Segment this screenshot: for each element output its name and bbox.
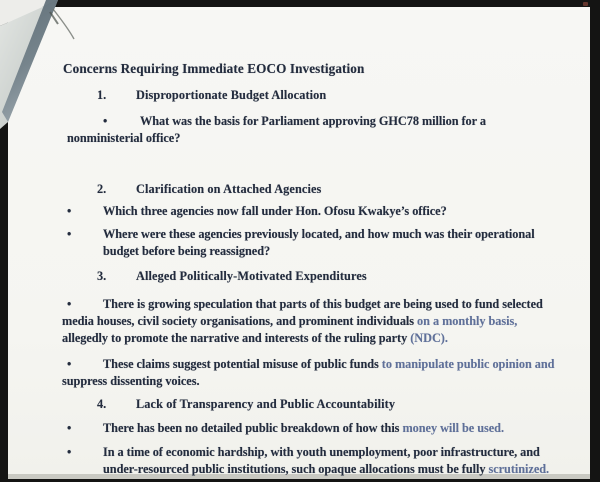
text-run <box>103 204 447 219</box>
text-segment: suppress dissenting voices. <box>62 374 200 388</box>
text-segment: Which three agencies now fall under Hon. Ofosu Kwakye’s office? <box>103 204 447 218</box>
text-segment: budget before being reassigned? <box>103 244 271 258</box>
number-label: 1. <box>97 88 107 102</box>
text-run <box>136 269 367 284</box>
faded-text-segment: money will be used. <box>402 421 504 435</box>
bullet-1a-cont <box>0 131 600 149</box>
text-run <box>67 131 180 146</box>
bullet-3b-cont <box>0 374 600 392</box>
bullet-3a-cont1 <box>0 314 600 332</box>
bullet-2b <box>0 227 600 245</box>
bullet-icon: • <box>67 204 72 218</box>
text-segment: What was the basis for Parliament approving GHC78 million for a <box>140 114 486 128</box>
bullet-3b <box>0 357 600 375</box>
bullet-2b-cont <box>0 244 600 262</box>
text-run <box>136 88 326 103</box>
bullet-4b-cont <box>0 462 600 480</box>
number-label: 3. <box>97 269 107 283</box>
heading-4 <box>0 397 600 415</box>
text-run <box>62 331 448 346</box>
number-label: 4. <box>97 397 107 411</box>
text-run <box>103 244 270 259</box>
bullet-3a <box>0 297 600 315</box>
text-segment: under-resourced public institutions, such opaque allocations must be fully <box>103 462 489 476</box>
text-segment: nonministerial office? <box>67 131 181 145</box>
text-run <box>103 462 549 477</box>
text-segment: Clarification on Attached Agencies <box>136 182 322 196</box>
text-run <box>136 397 395 412</box>
heading-3 <box>0 269 600 287</box>
number-label: 2. <box>97 182 107 196</box>
text-segment: media houses, civil society organisations, and prominent individuals <box>62 314 418 328</box>
heading-2 <box>0 182 600 200</box>
bullet-icon: • <box>67 357 72 371</box>
bullet-3a-cont2 <box>0 331 600 349</box>
faded-text-segment: to manipulate public opinion and <box>381 357 555 371</box>
text-segment: Disproportionate Budget Allocation <box>136 88 327 102</box>
text-run <box>140 114 486 129</box>
bullet-4a <box>0 421 600 439</box>
bullet-1a <box>0 114 600 132</box>
text-segment: Lack of Transparency and Public Accountability <box>136 397 396 411</box>
heading-1 <box>0 88 600 106</box>
bullet-icon: • <box>67 297 72 311</box>
text-segment: allegedly to promote the narrative and interests of the ruling party <box>62 331 411 345</box>
bullet-icon: • <box>103 114 108 128</box>
text-segment: There is growing speculation that parts of this budget are being used to fund selected <box>103 297 543 311</box>
text-segment: There has been no detailed public breakdown of how this <box>103 421 403 435</box>
text-run <box>136 182 321 197</box>
text-segment: Where were these agencies previously located, and how much was their operational <box>103 227 535 241</box>
text-segment: In a time of economic hardship, with youth unemployment, poor infrastructure, and <box>103 445 540 459</box>
text-run <box>62 374 199 389</box>
bullet-4b <box>0 445 600 463</box>
text-run <box>103 421 504 436</box>
bullet-icon: • <box>67 445 72 459</box>
bullet-icon: • <box>67 421 72 435</box>
scan-artifact <box>583 2 588 6</box>
text-segment: Alleged Politically-Motivated Expenditures <box>136 269 367 283</box>
faded-text-segment: scrutinized. <box>488 462 550 476</box>
faded-text-segment: on a monthly basis, <box>417 314 518 328</box>
page-title: Concerns Requiring Immediate EOCO Investigation <box>63 61 365 76</box>
bullet-icon: • <box>67 227 72 241</box>
text-run <box>103 445 540 460</box>
text-segment: These claims suggest potential misuse of public funds <box>103 357 382 371</box>
text-run <box>103 297 543 312</box>
text-run <box>103 357 554 372</box>
faded-text-segment: (NDC). <box>410 331 448 345</box>
bullet-2a <box>0 204 600 222</box>
text-run <box>103 227 535 242</box>
text-run <box>62 314 517 329</box>
